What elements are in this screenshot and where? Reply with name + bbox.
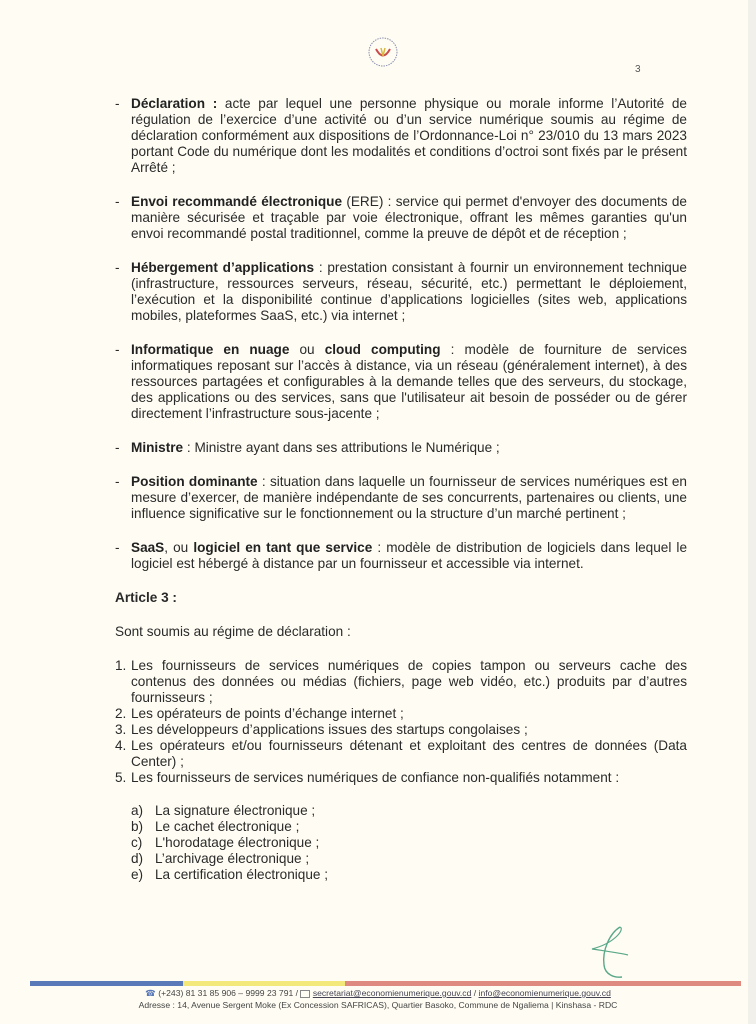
lettered-sublist [115,803,687,883]
list-item [115,706,687,722]
definition-connector: ou [289,342,325,357]
definition-term: Déclaration : [131,96,218,111]
definition-term: Position dominante [131,474,258,489]
definition-text: : Ministre ayant dans ses attributions le Numérique ; [183,440,500,455]
definition-declaration [115,96,687,176]
flag-stripe-red [345,981,741,986]
footer-contact [0,988,756,999]
definition-term: Informatique en nuage [131,342,290,357]
sublist-item-text: La certification électronique ; [155,867,329,882]
definition-hebergement [115,260,687,324]
list-item [115,722,687,738]
bullet-dash: - [115,474,120,489]
definition-ministre [115,440,687,456]
definition-text: : modèle de fourniture de services informatiques reposant sur l’accès à distance, via un réseau (généralement internet), à des ressources partagées et configurables à la demande telles que des serveurs, du stockage, des applications ou des services, sans que l'utilisateur ait besoin de posséder ou de gérer directement l’infrastructure sous-jacente ; [131,342,687,421]
bullet-dash: - [115,260,120,275]
sublist-item [131,835,687,851]
list-number: 3. [115,722,127,737]
sublist-letter: c) [131,835,143,850]
definition-term: Envoi recommandé électronique [131,194,343,209]
coat-of-arms-seal-icon [367,36,399,68]
list-item-text: Les opérateurs de points d’échange internet ; [131,706,404,721]
definition-term-alt: logiciel en tant que service [193,540,373,555]
list-number: 4. [115,738,127,753]
sublist-item-text: La signature électronique ; [155,803,316,818]
bullet-dash: - [115,194,120,209]
bullet-dash: - [115,342,120,357]
page-number: 3 [635,64,641,75]
sublist-item-text: Le cachet électronique ; [155,819,300,834]
bullet-dash: - [115,96,120,111]
sublist-letter: e) [131,867,144,882]
sublist-letter: d) [131,851,144,866]
definition-text: : prestation consistant à fournir un environnement technique (infrastructure, ressources serveurs, réseau, sécurité, etc.) permettant le déploiement, l’exécution et la disponibilité continue d’applications logicielles (sites web, applications mobiles, plateformes SaaS, etc.) via internet ; [131,260,687,323]
definition-text: acte par lequel une personne physique ou morale informe l’Autorité de régulation de l’exercice d’une activité ou d’un service numérique soumis au régime de déclaration conformément aux dispositions de l’Ordonnance-Loi n° 23/010 du 13 mars 2023 portant Code du numérique dont les modalités et conditions d’octroi sont fixés par le présent Arrêté ; [131,96,687,175]
definition-term-alt: cloud computing [324,342,441,357]
handwritten-signature-icon [590,925,650,980]
phone-icon: ☎ [145,988,156,998]
page-edge [748,0,756,1024]
flag-stripe-yellow [183,981,345,986]
numbered-list [115,658,687,786]
sublist-item-text: L'horodatage électronique ; [155,835,320,850]
sublist-item [131,819,687,835]
definition-saas [115,540,687,572]
document-body [115,96,687,883]
definition-position-dominante [115,474,687,522]
article-intro: Sont soumis au régime de déclaration : [115,624,351,639]
sublist-item [131,851,687,867]
sublist-item-text: L’archivage électronique ; [155,851,310,866]
bullet-dash: - [115,540,120,555]
list-number: 1. [115,658,127,673]
definition-term: Ministre [131,440,184,455]
mail-icon [300,990,310,998]
list-item-text: Les fournisseurs de services numériques de copies tampon ou serveurs cache des contenus des données ou médias (fichiers, page web vidéo, etc.) produits par d’autres fournisseurs ; [131,658,687,705]
definition-term: SaaS [131,540,165,555]
footer-address: Adresse : 14, Avenue Sergent Moke (Ex Concession SAFRICAS), Quartier Basoko, Commune de Ngaliema | Kinshasa - RDC [138,1000,618,1010]
list-number: 5. [115,770,127,785]
footer-phone: (+243) 81 31 85 906 – 9999 23 791 / [158,988,301,998]
article-title: Article 3 : [115,590,177,605]
sublist-item [131,867,687,883]
definition-text: : modèle de distribution de logiciels dans lequel le logiciel est hébergé à distance par un fournisseur et accessible via internet. [131,540,688,571]
flag-stripe-blue [30,981,183,986]
list-item [115,658,687,706]
email-link-secretariat[interactable]: secretariat@economienumerique.gouv.cd [312,988,472,998]
definition-term: Hébergement d’applications [131,260,315,275]
sublist-letter: b) [131,819,144,834]
sublist-letter: a) [131,803,144,818]
footer-separator: / [471,988,479,998]
list-item [115,738,687,770]
list-item-text: Les développeurs d’applications issues des startups congolaises ; [131,722,528,737]
definition-text: : situation dans laquelle un fournisseur de services numériques est en mesure d’exercer, de manière indépendante de ses concurrents, partenaires ou clients, une influence significative sur le fonctionnement ou la structure d’un marché pertinent ; [131,474,687,521]
list-item-text: Les opérateurs et/ou fournisseurs détenant et exploitant des centres de données (Data Center) ; [131,738,687,769]
definition-envoi-recommande [115,194,687,242]
list-number: 2. [115,706,127,721]
list-item-text: Les fournisseurs de services numériques de confiance non-qualifiés notamment : [131,770,620,785]
definition-text: (ERE) : service qui permet d'envoyer des documents de manière sécurisée et traçable par voie électronique, offrant les mêmes garanties qu'un envoi recommandé postal traditionnel, comme la preuve de dépôt et de réception ; [131,194,687,241]
definition-cloud-computing [115,342,687,422]
bullet-dash: - [115,440,120,455]
sublist-item [131,803,687,819]
list-item [115,770,687,786]
definition-connector: , ou [164,540,194,555]
email-link-info[interactable]: info@economienumerique.gouv.cd [478,988,611,998]
